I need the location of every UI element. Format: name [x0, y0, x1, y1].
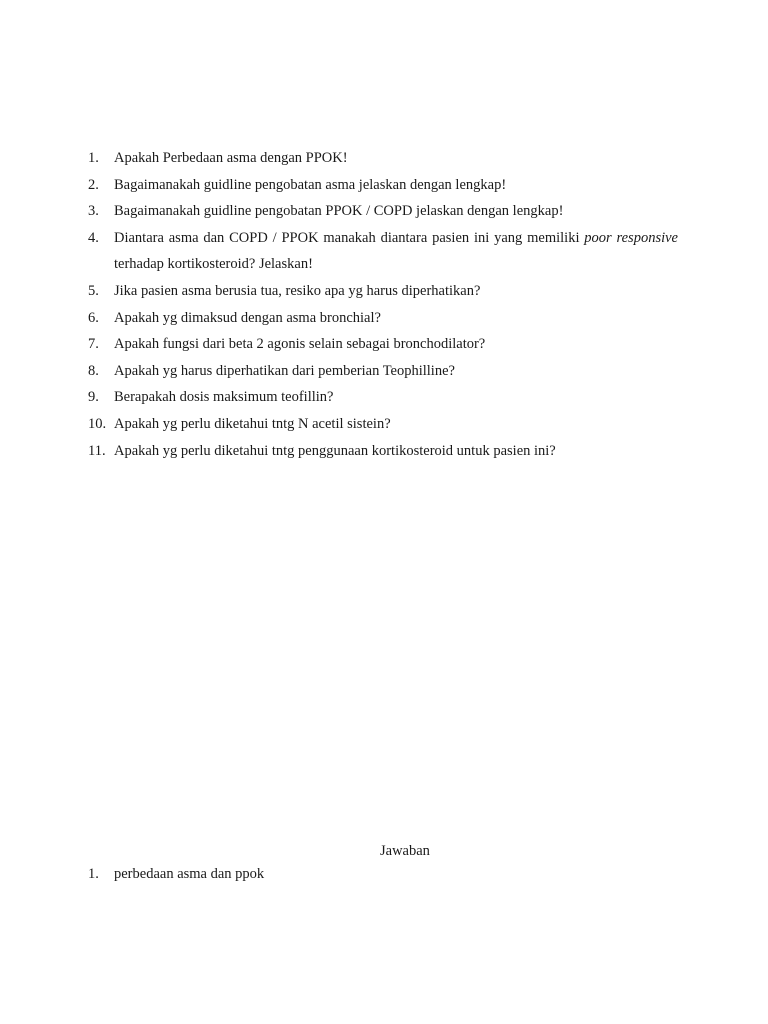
question-text [114, 416, 391, 432]
question-number: 9. [88, 389, 99, 406]
question-text-part: Apakah yg perlu diketahui tntg penggunaan kortikosteroid untuk pasien ini? [114, 442, 556, 459]
question-number: 1. [88, 150, 99, 166]
question-text-part: Bagaimanakah guidline pengobatan PPOK / COPD jelaskan dengan lengkap! [114, 203, 564, 220]
question-text-part: terhadap kortikosteroid? Jelaskan! [114, 256, 313, 273]
question-text-part: Bagaimanakah guidline pengobatan asma jelaskan dengan lengkap! [114, 176, 507, 193]
question-list [88, 145, 678, 464]
question-item [88, 331, 678, 358]
question-number: 10. [88, 415, 107, 432]
question-text [114, 363, 455, 379]
question-text [114, 150, 348, 166]
question-item [88, 358, 678, 385]
question-text-part: Apakah fungsi dari beta 2 agonis selain sebagai bronchodilator? [114, 336, 486, 353]
question-text-part: Jika pasien asma berusia tua, resiko apa yg harus diperhatikan? [114, 282, 481, 299]
answer-heading: Jawaban [380, 843, 430, 859]
question-number: 6. [88, 309, 99, 326]
question-item [88, 198, 678, 225]
question-number: 7. [88, 336, 99, 353]
question-number: 3. [88, 203, 99, 220]
question-number: 2. [88, 176, 99, 193]
question-text [114, 336, 485, 352]
question-item [88, 438, 678, 465]
question-item [88, 225, 678, 278]
answer-text: perbedaan asma dan ppok [114, 866, 265, 882]
question-number: 11. [88, 442, 106, 459]
question-number: 8. [88, 362, 99, 379]
question-item [88, 384, 678, 411]
question-item [88, 145, 678, 172]
question-text-part: Berapakah dosis maksimum teofillin? [114, 389, 334, 406]
question-text [114, 283, 480, 299]
question-item [88, 305, 678, 332]
question-item [88, 278, 678, 305]
question-text-part: Apakah Perbedaan asma dengan PPOK! [114, 150, 348, 166]
question-item [88, 172, 678, 199]
question-text-part: Diantara asma dan COPD / PPOK manakah diantara pasien ini yang memiliki [114, 229, 585, 246]
answer-number: 1. [88, 866, 99, 882]
question-item [88, 411, 678, 438]
question-text-italic: poor responsive [584, 229, 678, 246]
question-text [114, 177, 506, 193]
question-text [114, 310, 381, 326]
question-text [114, 389, 333, 405]
question-text [114, 203, 563, 219]
answer-item [88, 861, 678, 888]
question-text-part: Apakah yg perlu diketahui tntg N acetil sistein? [114, 415, 391, 432]
question-text [114, 443, 556, 459]
question-text [114, 230, 678, 273]
question-number: 4. [88, 229, 99, 246]
question-text-part: Apakah yg harus diperhatikan dari pemberian Teophilline? [114, 362, 455, 379]
question-number: 5. [88, 282, 99, 299]
answer-list [88, 861, 678, 888]
question-text-part: Apakah yg dimaksud dengan asma bronchial? [114, 309, 381, 326]
